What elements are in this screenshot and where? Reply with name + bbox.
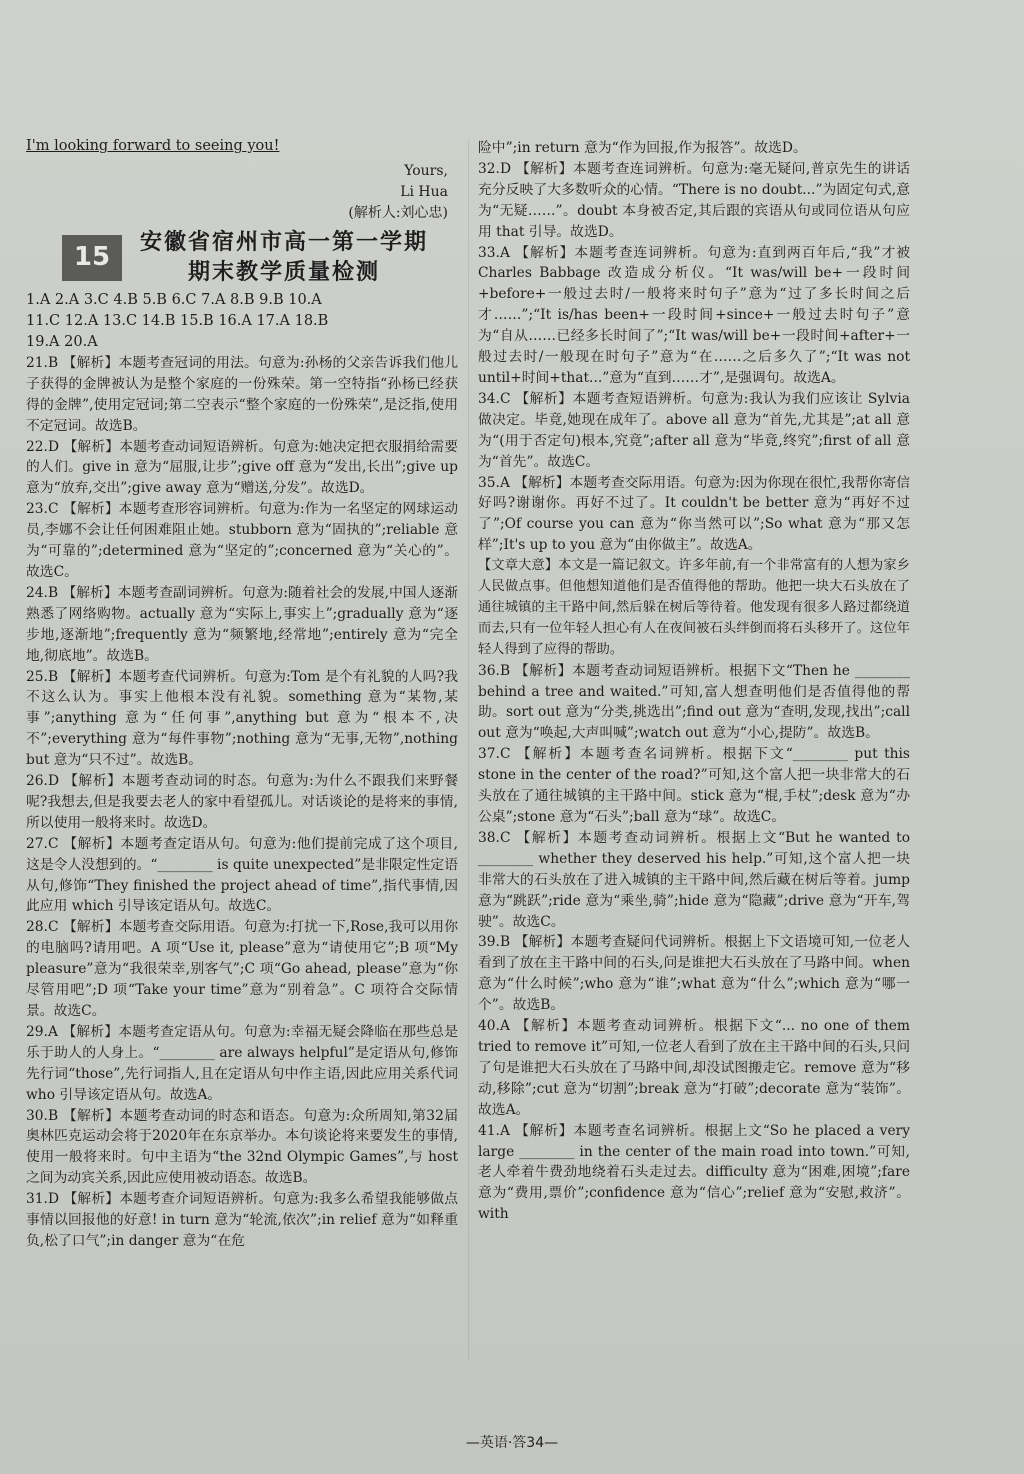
answer-key-row: 1.A 2.A 3.C 4.B 5.B 6.C 7.A 8.B 9.B 10.A [26, 291, 322, 308]
answer-key-row: 11.C 12.A 13.C 14.B 15.B 16.A 17.A 18.B [26, 312, 329, 329]
explanation-item-40: 40.A 【解析】本题考查动词辨析。根据下文“... no one of them tried to remove it”可知,一位老人看到了放在主干路中间的石头,只问了句是谁把大石头放在了马路中间,却没试图搬走它。remove 意为“移动,移除”;cut 意为“切割”;break 意为“打破”;decorate 意为“装饰”。故选A。 [478, 1018, 910, 1118]
section-title-line2: 期末教学质量检测 [188, 259, 381, 285]
explanation-item-38: 38.C 【解析】本题考查动词辨析。根据上文“But he wanted to ________ whether they deserved his help.”可知,这个富人把一块非常大的石头放在了进入城镇的主干路中间,然后藏在树后等着。jump 意为“跳跃”;ride 意为“乘坐,骑”;hide 意为“隐藏”;drive 意为“开车,驾驶”。故选C。 [478, 829, 910, 930]
explanation-item-21: 21.B 【解析】本题考查冠词的用法。句意为:孙杨的父亲告诉我们他儿子获得的金牌被认为是整个家庭的一份殊荣。第一空特指“孙杨已经获得的金牌”,使用定冠词;第二空表示“整个家庭的一份殊荣”,是泛指,使用不定冠词。故选B。 [26, 354, 458, 434]
explanation-item-25: 25.B 【解析】本题考查代词辨析。句意为:Tom 是个有礼貌的人吗?我不这么认为。事实上他根本没有礼貌。something 意为“某物,某事”;anything 意为“任何事”,anything but 意为“根本不,决不”;everything 意为“每件事物”;nothing 意为“无事,无物”,nothing but 意为“只不过”。故选B。 [26, 668, 458, 769]
explanation-item-22: 22.D 【解析】本题考查动词短语辨析。句意为:她决定把衣服捐给需要的人们。give in 意为“屈服,让步”;give off 意为“发出,长出”;give up 意为“放弃,交出”;give away 意为“赠送,分发”。故选D。 [26, 438, 458, 497]
explanation-item-28: 28.C 【解析】本题考查交际用语。句意为:打扰一下,Rose,我可以用你的电脑吗?请用吧。A 项“Use it, please”意为“请使用它”;B 项“My pleasure”意为“我很荣幸,别客气”;C 项“Go ahead, please”意为“你尽管用吧”;D 项“Take your time”意为“别着急”。C 项符合交际情景。故选C。 [26, 919, 458, 1019]
explanation-item-36: 36.B 【解析】本题考查动词短语辨析。根据下文“Then he ________ behind a tree and waited.”可知,富人想查明他们是否值得他的帮助。sort out 意为“分类,挑选出”;find out 意为“查明,发现,找出”;call out 意为“唤起,大声叫喊”;watch out 意为“小心,提防”。故选B。 [478, 662, 910, 742]
answer-key-block [26, 290, 458, 353]
explanation-item-41: 41.A 【解析】本题考查名词辨析。根据上文“So he placed a very large ________ in the center of the main road into town.”可知,老人牵着牛费劲地绕着石头走过去。difficulty 意为“困难,困境”;fare 意为“费用,票价”;confidence 意为“信心”;relief 意为“安慰,救济”。with [478, 1122, 910, 1223]
analyst-credit: (解析人:刘心忠) [348, 204, 448, 221]
explanation-item-31: 31.D 【解析】本题考查介词短语辨析。句意为:我多么希望我能够做点事情以回报他的好意! in turn 意为“轮流,依次”;in relief 意为“如释重负,松了口气”;in danger 意为“在危 [26, 1191, 458, 1249]
article-summary: 【文章大意】本文是一篇记叙文。许多年前,有一个非常富有的人想为家乡人民做点事。但他想知道他们是否值得他的帮助。他把一块大石头放在了通往城镇的主干路中间,然后躲在树后等待着。他发现有很多人路过都绕道而去,只有一位年轻人担心有人在夜间被石头绊倒而将石头移开了。这位年轻人得到了应得的帮助。 [478, 558, 910, 657]
explanation-item-27: 27.C 【解析】本题考查定语从句。句意为:他们提前完成了这个项目,这是令人没想到的。“________ is quite unexpected”是非限定性定语从句,修饰“They finished the project ahead of time”,指代事情,因此应用 which 引导该定语从句。故选C。 [26, 835, 458, 915]
section-title [140, 228, 428, 288]
left-column [26, 136, 458, 1252]
answer-key-row: 19.A 20.A [26, 333, 98, 350]
explanation-item-39: 39.B 【解析】本题考查疑问代词辨析。根据上下文语境可知,一位老人看到了放在主干路中间的石头,问是谁把大石头放在了马路中间。when 意为“什么时候”;who 意为“谁”;what 意为“什么”;which 意为“哪一个”。故选B。 [478, 934, 910, 1014]
explanation-item-29: 29.A 【解析】本题考查定语从句。句意为:幸福无疑会降临在那些总是乐于助人的人身上。“________ are always helpful”是定语从句,修饰先行词“those”,先行词指人,且在定语从句中作主语,因此应用关系代词 who 引导该定语从句。故选A。 [26, 1023, 458, 1103]
explanation-item-26: 26.D 【解析】本题考查动词的时态。句意为:为什么不跟我们来野餐呢?我想去,但是我要去老人的家中看望孤儿。对话谈论的是将来的事情,所以使用一般将来时。故选D。 [26, 773, 458, 831]
letter-closing-line: I'm looking forward to seeing you! [26, 138, 280, 154]
explanation-item-35: 35.A 【解析】本题考查交际用语。句意为:因为你现在很忙,我帮你寄信好吗?谢谢你。再好不过了。It couldn't be better 意为“再好不过了”;Of course you can 意为“你当然可以”;So what 意为“那又怎样”;It's up to you 意为“由你做主”。故选A。 [478, 474, 910, 554]
section-title-line1: 安徽省宿州市高一第一学期 [140, 229, 429, 255]
explanation-item-32: 32.D 【解析】本题考查连词辨析。句意为:毫无疑问,普京先生的讲话充分反映了大多数听众的心情。“There is no doubt...”为固定句式,意为“无疑……”。doubt 本身被否定,其后跟的宾语从句或同位语从句应用 that 引导。故选D。 [478, 160, 910, 240]
section-number-badge: 15 [62, 235, 122, 281]
explanation-item-31-continued: 险中”;in return 意为“作为回报,作为报答”。故选D。 [478, 140, 807, 156]
explanation-item-34: 34.C 【解析】本题考查短语辨析。句意为:我认为我们应该让 Sylvia 做决定。毕竟,她现在成年了。above all 意为“首先,尤其是”;at all 意为“(用于否定句)根本,究竟”;after all 意为“毕竟,终究”;first of all 意为“首先”。故选C。 [478, 390, 910, 470]
explanation-item-37: 37.C 【解析】本题考查名词辨析。根据下文“________ put this stone in the center of the road?”可知,这个富人把一块非常大的石头放在了通往城镇的主干路中间。stick 意为“棍,手杖”;desk 意为“办公桌”;stone 意为“石头”;ball 意为“球”。故选C。 [478, 746, 910, 825]
explanation-item-24: 24.B 【解析】本题考查副词辨析。句意为:随着社会的发展,中国人逐渐熟悉了网络购物。actually 意为“实际上,事实上”;gradually 意为“逐步地,逐渐地”;frequently 意为“频繁地,经常地”;entirely 意为“完全地,彻底地”。故选B。 [26, 584, 458, 664]
explanation-item-23: 23.C 【解析】本题考查形容词辨析。句意为:作为一名坚定的网球运动员,李娜不会让任何困难阻止她。stubborn 意为“固执的”;reliable 意为“可靠的”;determined 意为“坚定的”;concerned 意为“关心的”。故选C。 [26, 501, 458, 580]
letter-sign-off: Yours, [404, 162, 448, 179]
page-footer: —英语·答34— [465, 1435, 559, 1451]
column-divider [468, 140, 469, 1360]
section-header [62, 228, 458, 288]
letter-signature: Li Hua [400, 183, 448, 200]
explanation-item-30: 30.B 【解析】本题考查动词的时态和语态。句意为:众所周知,第32届奥林匹克运动会将于2020年在东京举办。本句谈论将来要发生的事情,使用一般将来时。句中主语为“the 32nd Olympic Games”,与 host 之间为动宾关系,因此应使用被动语态。故选B。 [26, 1107, 458, 1187]
right-column [478, 138, 910, 1225]
explanation-item-33: 33.A 【解析】本题考查连词辨析。句意为:直到两百年后,“我”才被 Charles Babbage 改造成分析仪。“It was/will be+一段时间+before+一般过去时/一般将来时句子”意为“过了多长时间之后才……”;“It is/has been+一段时间+since+一般过去时句子”意为“自从……已经多长时间了”;“It was/will be+一段时间+after+一般过去时/一般现在时句子”意为“在……之后多久了”;“It was not until+时间+that...”意为“直到……才”,是强调句。故选A。 [478, 244, 910, 386]
